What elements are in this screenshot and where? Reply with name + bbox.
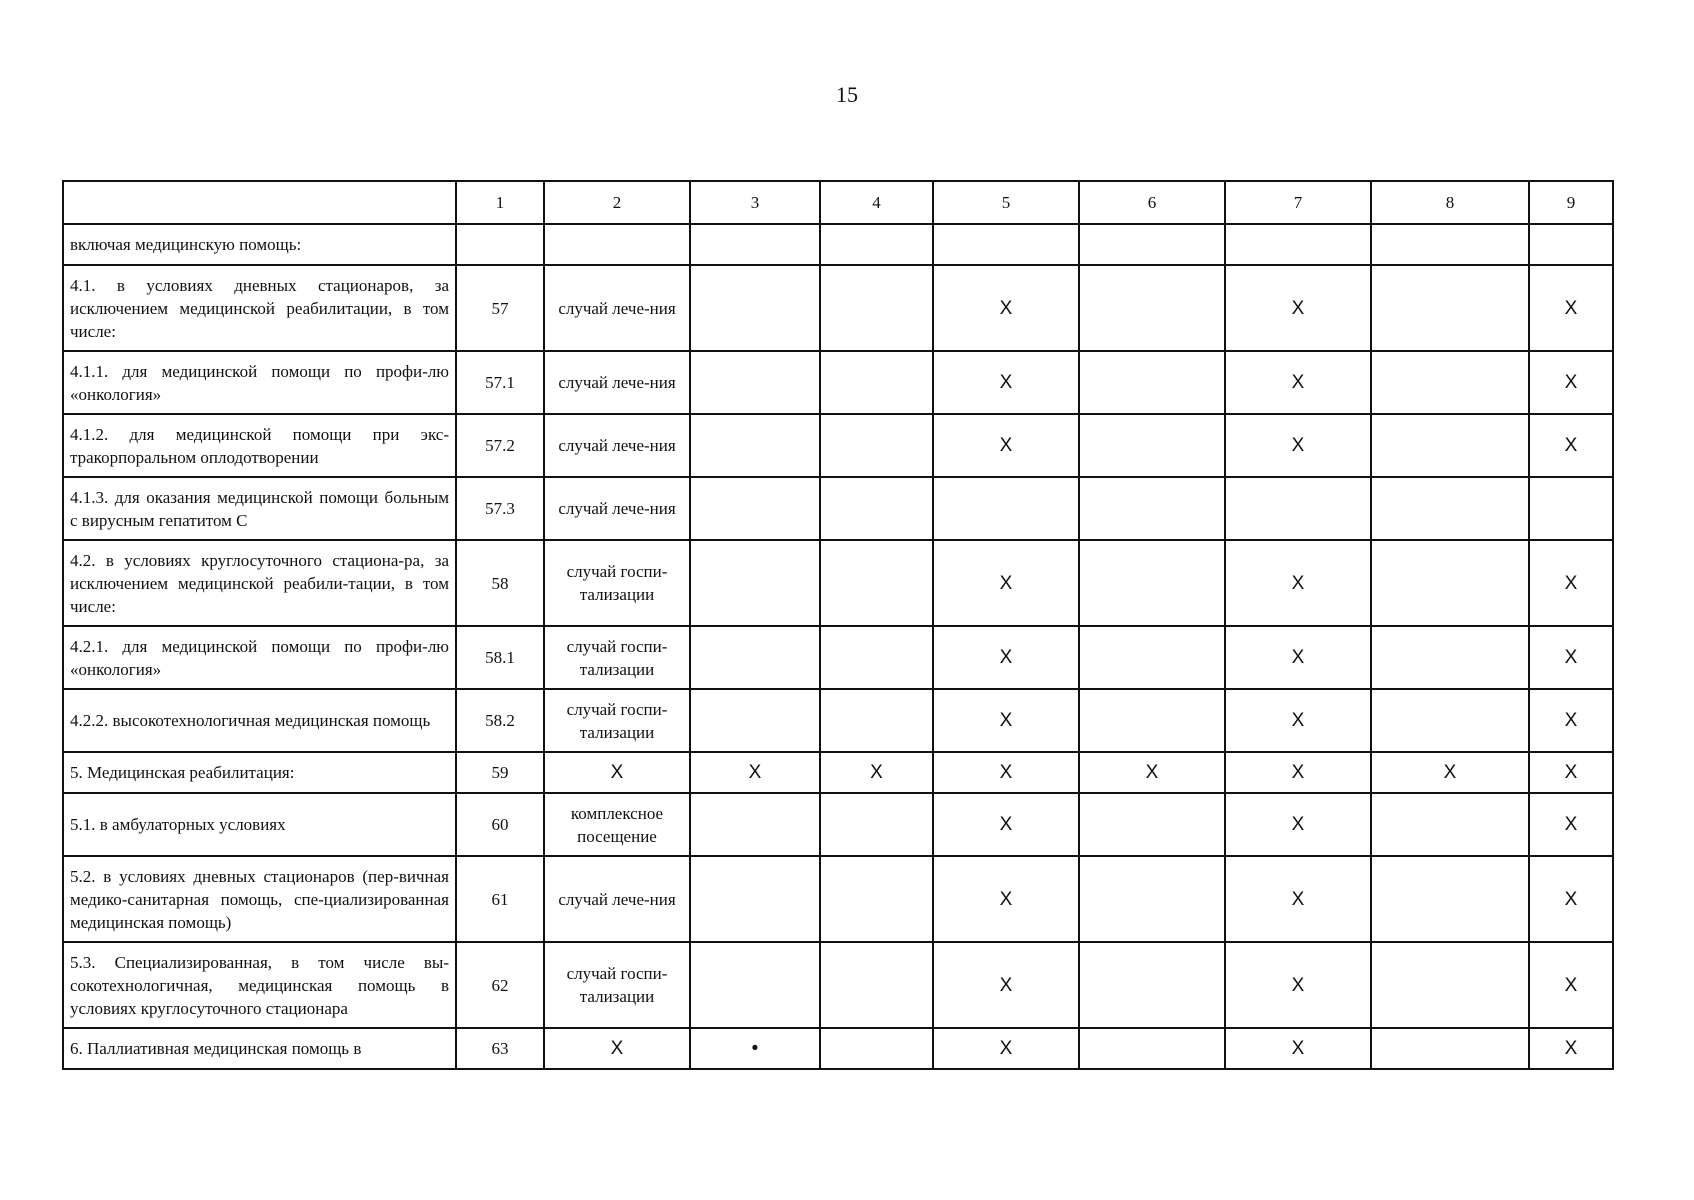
value-cell-c9: X (1529, 942, 1613, 1028)
value-cell-c8 (1371, 626, 1529, 689)
value-cell-c8 (1371, 540, 1529, 626)
unit-cell: случай лече-ния (544, 351, 690, 414)
value-cell-c6 (1079, 265, 1225, 351)
value-cell-c6 (1079, 1028, 1225, 1069)
value-cell-c8 (1371, 856, 1529, 942)
value-cell-c7: X (1225, 540, 1371, 626)
value-cell-c7: X (1225, 689, 1371, 752)
header-cell-4: 4 (820, 181, 933, 224)
value-cell-c9: X (1529, 689, 1613, 752)
value-cell-c4 (820, 689, 933, 752)
unit-cell: X (544, 752, 690, 793)
row-name-cell: 4.1.2. для медицинской помощи при экс-тракорпоральном оплодотворении (63, 414, 456, 477)
header-cell-8: 8 (1371, 181, 1529, 224)
table-row (63, 1028, 1613, 1069)
value-cell-c9 (1529, 477, 1613, 540)
line-number-cell: 57 (456, 265, 544, 351)
value-cell-c9: X (1529, 351, 1613, 414)
table-row (63, 414, 1613, 477)
value-cell-c3: X (690, 752, 820, 793)
row-name-cell: 4.1.1. для медицинской помощи по профи-лю «онкология» (63, 351, 456, 414)
unit-cell: случай лече-ния (544, 414, 690, 477)
value-cell-c8 (1371, 224, 1529, 265)
row-name-cell: 5.3. Специализированная, в том числе вы-сокотехнологичная, медицинская помощь в условиях круглосуточного стационара (63, 942, 456, 1028)
value-cell-c9: X (1529, 414, 1613, 477)
value-cell-c9: X (1529, 856, 1613, 942)
header-cell-2: 2 (544, 181, 690, 224)
value-cell-c6 (1079, 689, 1225, 752)
value-cell-c8 (1371, 689, 1529, 752)
value-cell-c5: X (933, 414, 1079, 477)
value-cell-c3 (690, 477, 820, 540)
table-row (63, 626, 1613, 689)
line-number-cell: 58.1 (456, 626, 544, 689)
value-cell-c6 (1079, 414, 1225, 477)
row-name-cell: включая медицинскую помощь: (63, 224, 456, 265)
value-cell-c9: X (1529, 626, 1613, 689)
table-row (63, 477, 1613, 540)
line-number-cell: 60 (456, 793, 544, 856)
table-row (63, 265, 1613, 351)
value-cell-c3: • (690, 1028, 820, 1069)
value-cell-c5 (933, 224, 1079, 265)
value-cell-c3 (690, 626, 820, 689)
value-cell-c6 (1079, 477, 1225, 540)
value-cell-c6 (1079, 856, 1225, 942)
value-cell-c3 (690, 265, 820, 351)
value-cell-c8 (1371, 414, 1529, 477)
line-number-cell: 61 (456, 856, 544, 942)
line-number-cell: 58 (456, 540, 544, 626)
table-body (63, 181, 1613, 1069)
column-number-row (63, 181, 1613, 224)
table-row (63, 856, 1613, 942)
value-cell-c3 (690, 856, 820, 942)
value-cell-c4 (820, 224, 933, 265)
value-cell-c5: X (933, 793, 1079, 856)
unit-cell (544, 224, 690, 265)
table-row (63, 793, 1613, 856)
value-cell-c4 (820, 540, 933, 626)
value-cell-c9: X (1529, 265, 1613, 351)
unit-cell: X (544, 1028, 690, 1069)
value-cell-c5: X (933, 752, 1079, 793)
value-cell-c8 (1371, 1028, 1529, 1069)
value-cell-c3 (690, 942, 820, 1028)
row-name-cell: 4.1.3. для оказания медицинской помощи больным с вирусным гепатитом С (63, 477, 456, 540)
line-number-cell (456, 224, 544, 265)
value-cell-c5: X (933, 689, 1079, 752)
header-cell-9: 9 (1529, 181, 1613, 224)
value-cell-c4 (820, 856, 933, 942)
value-cell-c4 (820, 1028, 933, 1069)
value-cell-c5: X (933, 856, 1079, 942)
value-cell-c3 (690, 793, 820, 856)
value-cell-c6 (1079, 351, 1225, 414)
value-cell-c7: X (1225, 856, 1371, 942)
unit-cell: случай лече-ния (544, 856, 690, 942)
value-cell-c4 (820, 942, 933, 1028)
table-row (63, 224, 1613, 265)
value-cell-c9 (1529, 224, 1613, 265)
row-name-cell: 4.2.1. для медицинской помощи по профи-лю «онкология» (63, 626, 456, 689)
value-cell-c7 (1225, 477, 1371, 540)
value-cell-c8 (1371, 942, 1529, 1028)
value-cell-c4 (820, 477, 933, 540)
value-cell-c9: X (1529, 793, 1613, 856)
unit-cell: случай госпи-тализации (544, 942, 690, 1028)
value-cell-c7: X (1225, 626, 1371, 689)
data-table (62, 180, 1614, 1070)
value-cell-c4 (820, 265, 933, 351)
line-number-cell: 57.3 (456, 477, 544, 540)
unit-cell: случай госпи-тализации (544, 626, 690, 689)
value-cell-c4 (820, 351, 933, 414)
value-cell-c7: X (1225, 265, 1371, 351)
header-cell-3: 3 (690, 181, 820, 224)
value-cell-c8 (1371, 793, 1529, 856)
value-cell-c7: X (1225, 1028, 1371, 1069)
table-row (63, 540, 1613, 626)
value-cell-c9: X (1529, 752, 1613, 793)
line-number-cell: 57.2 (456, 414, 544, 477)
value-cell-c7: X (1225, 351, 1371, 414)
value-cell-c4 (820, 626, 933, 689)
value-cell-c5: X (933, 626, 1079, 689)
table-row (63, 942, 1613, 1028)
value-cell-c8: X (1371, 752, 1529, 793)
value-cell-c3 (690, 540, 820, 626)
line-number-cell: 62 (456, 942, 544, 1028)
value-cell-c3 (690, 689, 820, 752)
line-number-cell: 63 (456, 1028, 544, 1069)
value-cell-c7: X (1225, 942, 1371, 1028)
table-row (63, 689, 1613, 752)
value-cell-c8 (1371, 351, 1529, 414)
header-cell-5: 5 (933, 181, 1079, 224)
line-number-cell: 59 (456, 752, 544, 793)
row-name-cell: 5. Медицинская реабилитация: (63, 752, 456, 793)
value-cell-c4 (820, 414, 933, 477)
value-cell-c7: X (1225, 793, 1371, 856)
unit-cell: случай лече-ния (544, 477, 690, 540)
line-number-cell: 58.2 (456, 689, 544, 752)
header-cell-0 (63, 181, 456, 224)
value-cell-c5: X (933, 265, 1079, 351)
header-cell-6: 6 (1079, 181, 1225, 224)
row-name-cell: 5.1. в амбулаторных условиях (63, 793, 456, 856)
value-cell-c7: X (1225, 752, 1371, 793)
header-cell-1: 1 (456, 181, 544, 224)
value-cell-c6 (1079, 793, 1225, 856)
value-cell-c4 (820, 793, 933, 856)
value-cell-c9: X (1529, 1028, 1613, 1069)
value-cell-c6 (1079, 626, 1225, 689)
row-name-cell: 6. Паллиативная медицинская помощь в (63, 1028, 456, 1069)
row-name-cell: 4.2. в условиях круглосуточного стациона-ра, за исключением медицинской реабили-тации, в том числе: (63, 540, 456, 626)
value-cell-c4: X (820, 752, 933, 793)
row-name-cell: 5.2. в условиях дневных стационаров (пер-вичная медико-санитарная помощь, спе-циализированная медицинская помощь) (63, 856, 456, 942)
value-cell-c5: X (933, 351, 1079, 414)
header-cell-7: 7 (1225, 181, 1371, 224)
unit-cell: случай лече-ния (544, 265, 690, 351)
value-cell-c6 (1079, 540, 1225, 626)
page-number: 15 (836, 82, 858, 107)
value-cell-c5: X (933, 540, 1079, 626)
row-name-cell: 4.1. в условиях дневных стационаров, за исключением медицинской реабилитации, в том числе: (63, 265, 456, 351)
value-cell-c9: X (1529, 540, 1613, 626)
value-cell-c5: X (933, 1028, 1079, 1069)
row-name-cell: 4.2.2. высокотехнологичная медицинская помощь (63, 689, 456, 752)
line-number-cell: 57.1 (456, 351, 544, 414)
value-cell-c5 (933, 477, 1079, 540)
unit-cell: случай госпи-тализации (544, 540, 690, 626)
value-cell-c8 (1371, 265, 1529, 351)
value-cell-c7 (1225, 224, 1371, 265)
value-cell-c3 (690, 351, 820, 414)
value-cell-c3 (690, 224, 820, 265)
value-cell-c8 (1371, 477, 1529, 540)
value-cell-c3 (690, 414, 820, 477)
value-cell-c6: X (1079, 752, 1225, 793)
table-row (63, 351, 1613, 414)
unit-cell: случай госпи-тализации (544, 689, 690, 752)
value-cell-c6 (1079, 942, 1225, 1028)
value-cell-c5: X (933, 942, 1079, 1028)
table-row (63, 752, 1613, 793)
unit-cell: комплексное посещение (544, 793, 690, 856)
value-cell-c6 (1079, 224, 1225, 265)
value-cell-c7: X (1225, 414, 1371, 477)
